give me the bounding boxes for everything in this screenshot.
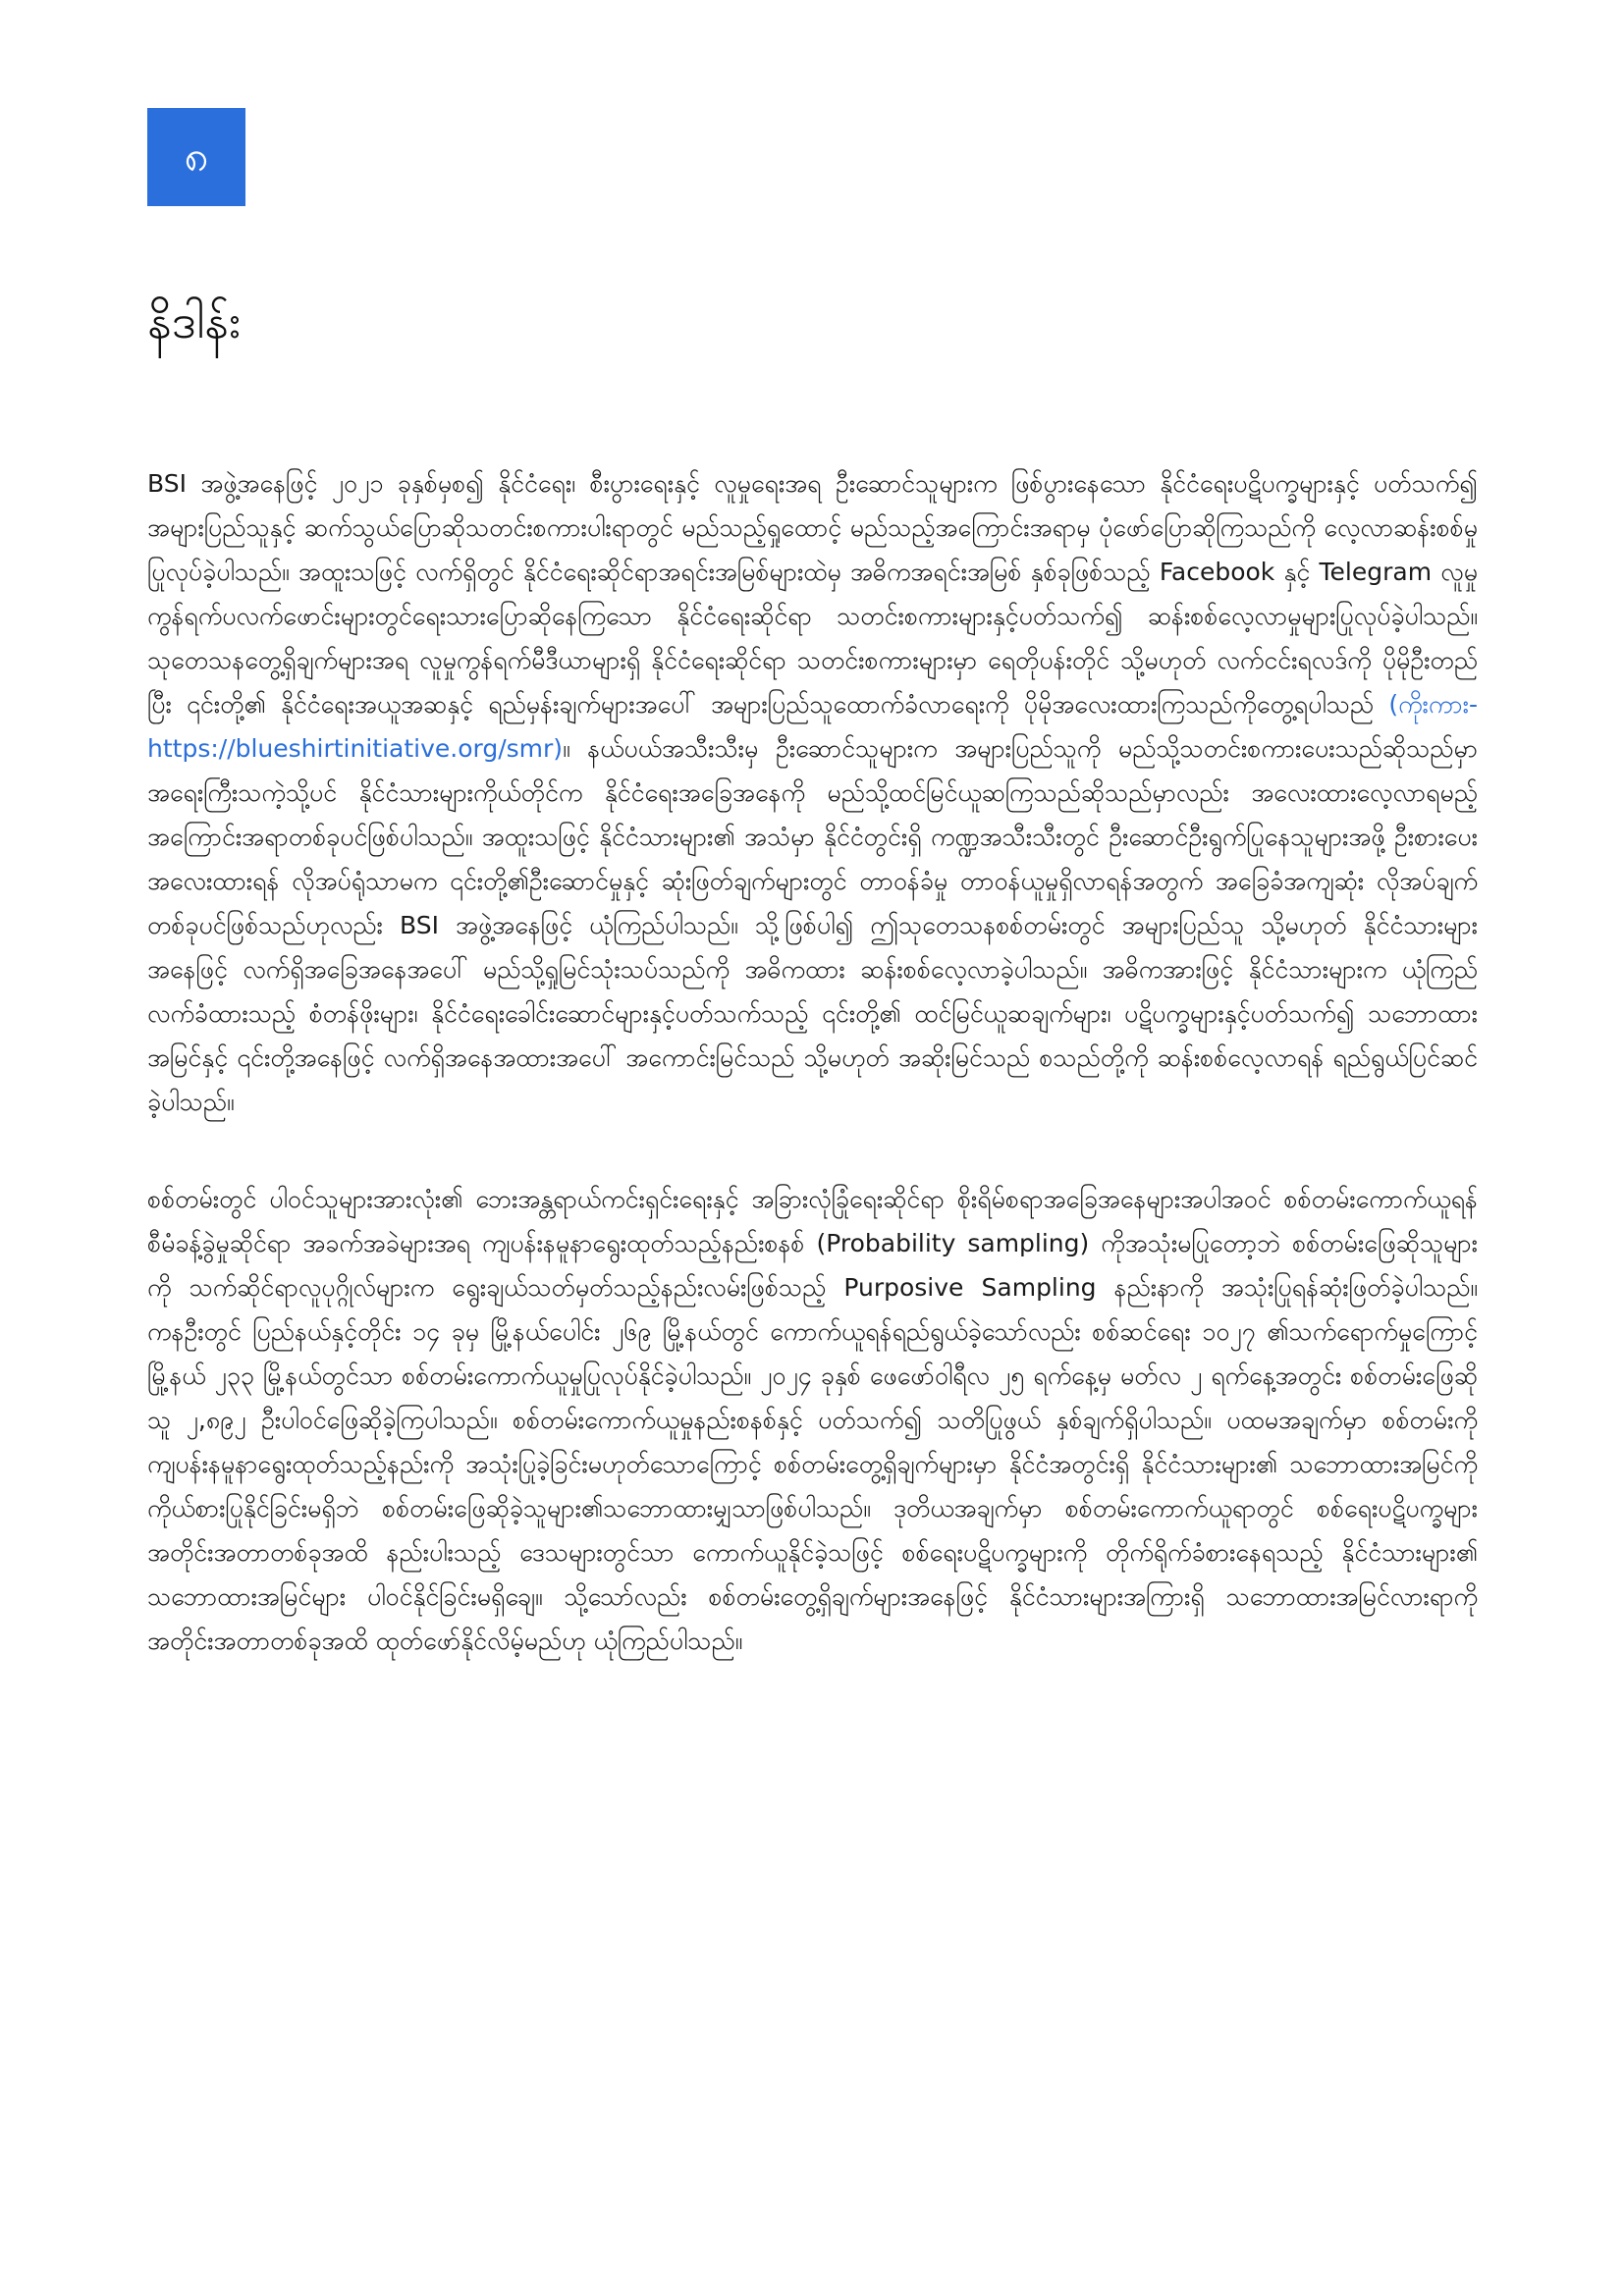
- chapter-number-badge: [147, 108, 245, 206]
- chapter-number: ၈: [184, 132, 209, 182]
- page-title: နိဒါန်း: [147, 294, 242, 349]
- methodology-paragraph: စစ်တမ်းတွင် ပါဝင်သူများအားလုံး၏ ဘေးအန္တရာယ်ကင်းရှင်းရေးနှင့် အခြားလုံခြုံရေးဆိုင်ရာ စိုးရိမ်စရာအခြေအနေများအပါအဝင် စစ်တမ်းကောက်ယူရန် စီမံခန့်ခွဲမှုဆိုင်ရာ အခက်အခဲများအရ ကျပန်းနမူနာရွေးထုတ်သည့်နည်းစနစ် (Probability sampling) ကိုအသုံးမပြုတော့ဘဲ စစ်တမ်းဖြေဆိုသူများကို သက်ဆိုင်ရာလူပုဂ္ဂိုလ်များက ရွေးချယ်သတ်မှတ်သည့်နည်းလမ်းဖြစ်သည့် Purposive Sampling နည်းနာကို အသုံးပြုရန်ဆုံးဖြတ်ခဲ့ပါသည်။ ကနဦးတွင် ပြည်နယ်နှင့်တိုင်း ၁၄ ခုမှ မြို့နယ်ပေါင်း ၂၆၉ မြို့နယ်တွင် ကောက်ယူရန်ရည်ရွယ်ခဲ့သော်လည်း စစ်ဆင်ရေး ၁၀၂၇ ၏သက်ရောက်မှုကြောင့် မြို့နယ် ၂၃၃ မြို့နယ်တွင်သာ စစ်တမ်းကောက်ယူမှုပြုလုပ်နိုင်ခဲ့ပါသည်။ ၂၀၂၄ ခုနှစ် ဖေဖော်ဝါရီလ ၂၅ ရက်နေ့မှ မတ်လ ၂ ရက်နေ့အတွင်း စစ်တမ်းဖြေဆိုသူ ၂,၈၉၂ ဦးပါဝင်ဖြေဆိုခဲ့ကြပါသည်။ စစ်တမ်းကောက်ယူမှုနည်းစနစ်နှင့် ပတ်သက်၍ သတိပြုဖွယ် နှစ်ချက်ရှိပါသည်။ ပထမအချက်မှာ စစ်တမ်းကို ကျပန်းနမူနာရွေးထုတ်သည့်နည်းကို အသုံးပြုခဲ့ခြင်းမဟုတ်သောကြောင့် စစ်တမ်းတွေ့ရှိချက်များမှာ နိုင်ငံအတွင်းရှိ နိုင်ငံသားများ၏ သဘောထားအမြင်ကိုကိုယ်စားပြုနိုင်ခြင်းမရှိဘဲ စစ်တမ်းဖြေဆိုခဲ့သူများ၏သဘောထားမျှသာဖြစ်ပါသည်။ ဒုတိယအချက်မှာ စစ်တမ်းကောက်ယူရာတွင် စစ်ရေးပဋိပက္ခများ အတိုင်းအတာတစ်ခုအထိ နည်းပါးသည့် ဒေသများတွင်သာ ကောက်ယူနိုင်ခဲ့သဖြင့် စစ်ရေးပဋိပက္ခများကို တိုက်ရိုက်ခံစားနေရသည့် နိုင်ငံသားများ၏ သဘောထားအမြင်များ ပါဝင်နိုင်ခြင်းမရှိချေ။ သို့သော်လည်း စစ်တမ်းတွေ့ရှိချက်များအနေဖြင့် နိုင်ငံသားများအကြားရှိ သဘောထားအမြင်လားရာကို အတိုင်းအတာတစ်ခုအထိ ထုတ်ဖော်နိုင်လိမ့်မည်ဟု ယုံကြည်ပါသည်။: [147, 1185, 1478, 1655]
- intro-text-part-2: ။ နယ်ပယ်အသီးသီးမှ ဦးဆောင်သူများက အများပြည်သူကို မည်သို့သတင်းစကားပေးသည်ဆိုသည်မှာ အရေးကြီးသကဲ့သို့ပင် နိုင်ငံသားများကိုယ်တိုင်က နိုင်ငံရေးအခြေအနေကို မည်သို့ထင်မြင်ယူဆကြသည်ဆိုသည်မှာလည်း အလေးထားလေ့လာရမည့် အကြောင်းအရာတစ်ခုပင်ဖြစ်ပါသည်။ အထူးသဖြင့် နိုင်ငံသားများ၏ အသံမှာ နိုင်ငံတွင်းရှိ ကဏ္ဍအသီးသီးတွင် ဦးဆောင်ဦးရွက်ပြုနေသူများအဖို့ ဦးစားပေး အလေးထားရန် လိုအပ်ရုံသာမက ၎င်းတို့၏ဦးဆောင်မှုနှင့် ဆုံးဖြတ်ချက်များတွင် တာဝန်ခံမှု တာဝန်ယူမှုရှိလာရန်အတွက် အခြေခံအကျဆုံး လိုအပ်ချက်တစ်ခုပင်ဖြစ်သည်ဟုလည်း BSI အဖွဲ့အနေဖြင့် ယုံကြည်ပါသည်။ သို့ဖြစ်ပါ၍ ဤသုတေသနစစ်တမ်းတွင် အများပြည်သူ သို့မဟုတ် နိုင်ငံသားများအနေဖြင့် လက်ရှိအခြေအနေအပေါ် မည်သို့ရှုမြင်သုံးသပ်သည်ကို အဓိကထား ဆန်းစစ်လေ့လာခဲ့ပါသည်။ အဓိကအားဖြင့် နိုင်ငံသားများက ယုံကြည်လက်ခံထားသည့် စံတန်ဖိုးများ၊ နိုင်ငံရေးခေါင်းဆောင်များနှင့်ပတ်သက်သည့် ၎င်းတို့၏ ထင်မြင်ယူဆချက်များ၊ ပဋိပက္ခများနှင့်ပတ်သက်၍ သဘောထားအမြင်နှင့် ၎င်းတို့အနေဖြင့် လက်ရှိအနေအထားအပေါ် အကောင်းမြင်သည် သို့မဟုတ် အဆိုးမြင်သည် စသည်တို့ကို ဆန်းစစ်လေ့လာရန် ရည်ရွယ်ပြင်ဆင်ခဲ့ပါသည်။: [147, 734, 1478, 1116]
- intro-paragraph: [147, 461, 1478, 1124]
- document-body: [147, 461, 1478, 2189]
- intro-text-part-1: BSI အဖွဲ့အနေဖြင့် ၂၀၂၁ ခုနှစ်မှစ၍ နိုင်ငံရေး၊ စီးပွားရေးနှင့် လူမှုရေးအရ ဦးဆောင်သူများက ဖြစ်ပွားနေသော နိုင်ငံရေးပဋိပက္ခများနှင့် ပတ်သက်၍ အများပြည်သူနှင့် ဆက်သွယ်ပြောဆိုသတင်းစကားပါးရာတွင် မည်သည့်ရှုထောင့် မည်သည့်အကြောင်းအရာမှ ပုံဖော်ပြောဆိုကြသည်ကို လေ့လာဆန်းစစ်မှုပြုလုပ်ခဲ့ပါသည်။ အထူးသဖြင့် လက်ရှိတွင် နိုင်ငံရေးဆိုင်ရာအရင်းအမြစ်များထဲမှ အဓိကအရင်းအမြစ် နှစ်ခုဖြစ်သည့် Facebook နှင့် Telegram လူမှုကွန်ရက်ပလက်ဖောင်းများတွင်ရေးသားပြောဆိုနေကြသော နိုင်ငံရေးဆိုင်ရာ သတင်းစကားများနှင့်ပတ်သက်၍ ဆန်းစစ်လေ့လာမှုများပြုလုပ်ခဲ့ပါသည်။ သုတေသနတွေ့ရှိချက်များအရ လူမှုကွန်ရက်မီဒီယာများရှိ နိုင်ငံရေးဆိုင်ရာ သတင်းစကားများမှာ ရေတိုပန်းတိုင် သို့မဟုတ် လက်ငင်းရလဒ်ကို ပိုမိုဦးတည်ပြီး ၎င်းတို့၏ နိုင်ငံရေးအယူအဆနှင့် ရည်မှန်းချက်များအပေါ် အများပြည်သူထောက်ခံလာရေးကို ပိုမိုအလေးထားကြသည်ကိုတွေ့ရပါသည်: [147, 469, 1478, 719]
- reference-link[interactable]: (ကိုးကား-https://blueshirtinitiative.org/smr): [147, 690, 1478, 763]
